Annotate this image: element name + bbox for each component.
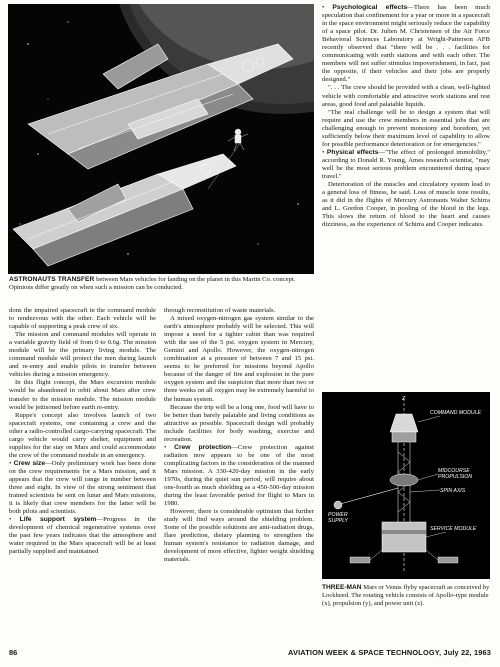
bullet-icon: •: [164, 443, 175, 451]
em-dash: —: [407, 4, 414, 11]
em-dash: —: [378, 148, 386, 156]
paragraph-text: through reconstitution of waste materials.: [164, 307, 276, 314]
paragraph: [322, 181, 490, 229]
bullet-icon: •: [9, 459, 14, 467]
paragraph: [9, 331, 156, 379]
paragraph-text: Only preliminary work has been done on the crew requirements for a Mars mission, and it appears that the crew will range in number between three and eight. In view of the strong sentiment that trained scientists be sent on lunar and Mars missions, it is likely that crew members for the latter will be both pilots and scientists.: [9, 459, 157, 516]
paragraph-text: A mixed oxygen-nitrogen gas system similar to the earth's atmosphere probably will be selected. This will impose a need for a tighter cabin than was required with the use of the 5 psi. oxygen system in Mercury, Gemini and Apollo. However, the oxygen-nitrogen combination at a pressure of between 7 and 15 psi. seems to be preferred for missions beyond Apollo because of the danger of fire and explosion in the pure oxygen system and the suspicion that more than two or three weeks on all oxygen may be extremely harmful to the human system.: [164, 315, 314, 403]
paragraph-heading: Physical effects: [326, 148, 379, 156]
paragraph: [9, 516, 156, 556]
em-dash: —: [231, 443, 238, 451]
text-column-2: [164, 307, 314, 565]
em-dash: —: [96, 516, 104, 524]
paragraph: [164, 307, 314, 315]
label-service-module: SERVICE MODULE: [430, 526, 477, 532]
paragraph-text: Ruppe's concept also involves launch of two spacecraft systems, one containing a crew and the other a radio-controlled cargo-carrying spacecraft. The cargo vehicle would carry shelter, equipment and supplies for the stay on Mars and could accommodate the crew of the command module in an emergency.: [9, 411, 156, 459]
label-midcourse: MIDCOURSE: [438, 468, 470, 474]
paragraph: [164, 315, 314, 404]
em-dash: —: [45, 459, 52, 467]
caption-text: between Mars vehicles for landing on the planet in this Martin Co. concept. Opinions differ greatly on when such a mission can be conducted.: [9, 276, 296, 291]
paragraph-text: Progress in the development of chemical regenerative systems over the past few years indicates that the atmosphere and water required in the Mars spacecraft will be at least partially supplied and maintained: [9, 516, 157, 556]
paragraph-text: "The effect of prolonged immobility," according to Donald R. Young, Ames research scientist, "may well be the most serious problem encountered during space travel.": [322, 148, 490, 180]
diagram-caption-text: Mars or Venus flyby spacecraft as conceived by Lockheed. The rotating vehicle consists of Apollo-type module (x), propulsion (y), and power unit (z).: [322, 584, 490, 607]
label-command-module: COMMAND MODULE: [430, 410, 482, 416]
paragraph-text: However, there is considerable optimism that further study will find ways around the shielding problem. Some of the possible solutions are anti-radiation drugs, flare prediction, dietary planning to strengthen the human system's resistance to radiation damage, and development of more effective, lighter weight shielding materials.: [164, 508, 314, 564]
illustration-caption: [9, 276, 315, 292]
label-spin-axis: SPIN AXIS: [440, 488, 466, 494]
label-supply: SUPPLY: [328, 518, 348, 524]
paragraph: [9, 307, 156, 331]
paragraph: [9, 460, 156, 516]
paragraph-text: dons the impaired spacecraft in the command module to rendezvous with the other. Each vehicle will be capable of supporting a peak crew of six.: [9, 307, 156, 331]
page-footer: [9, 648, 491, 658]
paragraph-heading: Crew size: [13, 459, 46, 467]
paragraph: [9, 379, 156, 411]
paragraph-heading: Crew protection: [174, 443, 232, 451]
diagram-caption: [322, 584, 490, 608]
paragraph-text: Deterioration of the muscles and circulatory system lead to a general loss of fitness, he said. Loss of muscle tone results, as it did in the flights of Mercury Astronauts Walter Schirra and L. Gordon Cooper, in pooling of the blood in the legs. This slows the return of blood to the heart and causes dizziness, as the experience of Schirra and Cooper indicates.: [322, 181, 490, 229]
mars-vehicles-illustration: [8, 4, 314, 274]
label-propulsion: PROPULSION: [438, 474, 473, 480]
diagram-caption-lead: THREE-MAN: [322, 584, 362, 591]
magazine-masthead: AVIATION WEEK & SPACE TECHNOLOGY, July 22, 1963: [288, 648, 491, 657]
caption-lead: ASTRONAUTS TRANSFER: [9, 276, 95, 283]
paragraph: [322, 149, 490, 181]
bullet-icon: •: [322, 4, 333, 11]
paragraph-text: Because the trip will be a long one, food will have to be better than barely palatable and living conditions as attractive as possible. Spacecraft design will probably include facilities for body washing, exercise and recreation.: [164, 403, 314, 443]
paragraph-heading: Psychological effects: [332, 4, 408, 11]
paragraph: [322, 109, 490, 149]
label-z: Z: [402, 396, 406, 402]
label-power: POWER: [328, 512, 348, 518]
text-column-3: [322, 4, 490, 229]
spacecraft-schematic: [322, 392, 490, 579]
spacecraft-artwork: [8, 4, 314, 274]
paragraph: [164, 508, 314, 564]
paragraph-text: In this flight concept, the Mars excursion module would be abandoned in orbit about Mars after crew transfer to the mission module. The mission module would be jettisoned before earth re-entry.: [9, 379, 156, 411]
page-number: 86: [9, 648, 18, 657]
bullet-icon: •: [322, 148, 327, 156]
bullet-icon: •: [9, 516, 20, 524]
flyby-spacecraft-diagram: [322, 392, 490, 579]
paragraph-text: There has been much speculation that confinement for a year or more in a spacecraft in the space environment might seriously reduce the capability of a space pilot. Dr. Julien M. Christensen of the Air Force Behavioral Sciences Laboratory at Wright-Patterson AFB recently observed that "there will be . . . facilities for communicating with earth stations and with each other. The members will not suffer stimulus impoverishment, in fact, just the opposite, if their vehicles and their jobs are properly designed.": [322, 4, 490, 84]
paragraph-text: "The real challenge will be to design a system that will require and use the crew members in essential jobs that are challenging enough to prevent monotony and boredom, yet sufficiently below their maximum level of capability to allow for possible performance deterioration or for emergencies.": [322, 108, 490, 148]
paragraph-text: Crew protection against radiation now appears to be one of the most complicating factors in the consideration of the manned Mars mission. A 330-420-day mission in the early 1970s, during the quiet sun period, will require about one-fourth as much shielding as a 450-500-day mission during the least favorable period for flight to Mars in 1980.: [164, 443, 314, 508]
paragraph: [322, 84, 490, 108]
paragraph-heading: Life support system: [19, 516, 97, 524]
paragraph-text: The mission and command modules will operate in a variable gravity field of from 0 to 0.6g. The mission module will be the primary living module. The command module will protect the men during launch and re-entry and enable pilots to transfer between vehicles during a mission emergency.: [9, 331, 156, 379]
paragraph-text: ". . . The crew should be provided with a clean, well-lighted vehicle with comfortable and attractive work stations and rest areas, good food and palatable liquids.: [322, 84, 490, 108]
paragraph: [9, 412, 156, 460]
paragraph: [322, 4, 490, 84]
text-column-1: [9, 307, 156, 556]
paragraph: [164, 404, 314, 444]
paragraph: [164, 444, 314, 508]
